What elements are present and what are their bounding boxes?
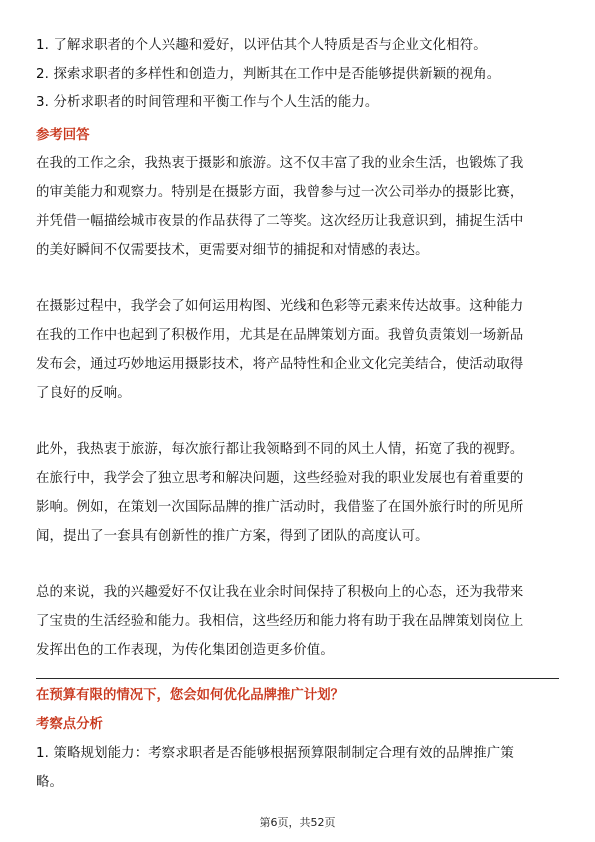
list-item: 略。 [36,775,64,790]
paragraph-line: 了良好的反响。 [36,386,131,401]
section-divider [36,678,559,679]
analysis-heading: 考察点分析 [36,717,103,732]
list-item: 3. 分析求职者的时间管理和平衡工作与个人生活的能力。 [36,95,379,110]
question-heading: 在预算有限的情况下，您会如何优化品牌推广计划？ [36,688,344,703]
list-item: 2. 探索求职者的多样性和创造力，判断其在工作中是否能够提供新颖的视角。 [36,67,501,82]
answer-heading: 参考回答 [36,128,90,143]
paragraph-line: 此外，我热衷于旅游，每次旅行都让我领略到不同的风土人情，拓宽了我的视野。 [36,442,524,457]
paragraph-line: 闻，提出了一套具有创新性的推广方案，得到了团队的高度认可。 [36,529,429,544]
paragraph-line: 发挥出色的工作表现，为传化集团创造更多价值。 [36,643,334,658]
paragraph-line: 的审美能力和观察力。特别是在摄影方面，我曾参与过一次公司举办的摄影比赛， [36,185,524,200]
paragraph-line: 并凭借一幅描绘城市夜景的作品获得了二等奖。这次经历让我意识到，捕捉生活中 [36,214,524,229]
list-item: 1. 了解求职者的个人兴趣和爱好，以评估其个人特质是否与企业文化相符。 [36,38,487,53]
paragraph-line: 影响。例如，在策划一次国际品牌的推广活动时，我借鉴了在国外旅行时的所见所 [36,500,524,515]
paragraph-line: 总的来说，我的兴趣爱好不仅让我在业余时间保持了积极向上的心态，还为我带来 [36,585,524,600]
paragraph-line: 在旅行中，我学会了独立思考和解决问题，这些经验对我的职业发展也有着重要的 [36,471,524,486]
list-item: 1. 策略规划能力：考察求职者是否能够根据预算限制制定合理有效的品牌推广策 [36,746,514,761]
paragraph-line: 发布会，通过巧妙地运用摄影技术，将产品特性和企业文化完美结合，使活动取得 [36,357,524,372]
paragraph-line: 在我的工作之余，我热衷于摄影和旅游。这不仅丰富了我的业余生活，也锻炼了我 [36,156,524,171]
paragraph-line: 了宝贵的生活经验和能力。我相信，这些经历和能力将有助于我在品牌策划岗位上 [36,614,524,629]
paragraph-line: 的美好瞬间不仅需要技术，更需要对细节的捕捉和对情感的表达。 [36,243,429,258]
paragraph-line: 在摄影过程中，我学会了如何运用构图、光线和色彩等元素来传达故事。这种能力 [36,299,524,314]
paragraph-line: 在我的工作中也起到了积极作用，尤其是在品牌策划方面。我曾负责策划一场新品 [36,328,524,343]
page-number: 第6页，共52页 [259,816,336,829]
